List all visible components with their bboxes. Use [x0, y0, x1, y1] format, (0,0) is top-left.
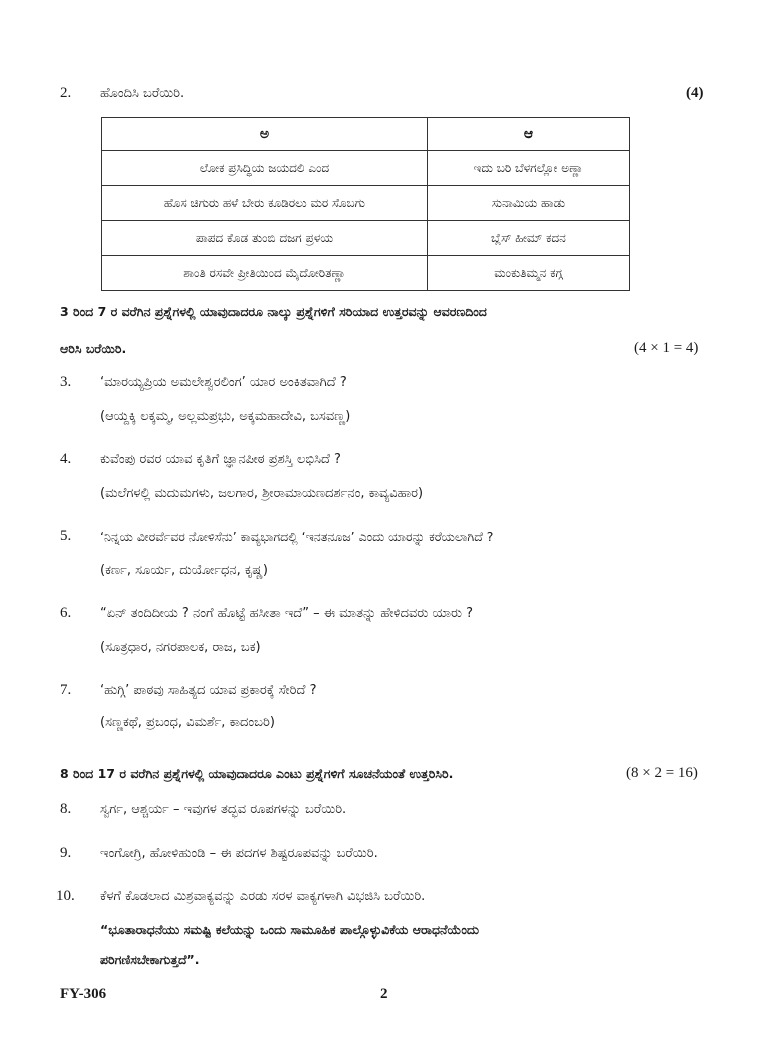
- question-number: 5.: [60, 528, 72, 544]
- question-number: 3.: [60, 374, 72, 390]
- table-cell: ಬ್ಲೆಸ್ ಹೀಮ್ ಕದನ: [427, 221, 629, 256]
- question-text: ‘ಮಾರಯ್ಯಪ್ರಿಯ ಅಮಲೇಶ್ವರಲಿಂಗ’ ಯಾರ ಅಂಕಿತವಾಗಿದೆ ?: [100, 375, 347, 390]
- question-options: (ಸಣ್ಣಕಥೆ, ಪ್ರಬಂಧ, ವಿಮರ್ಶೆ, ಕಾದಂಬರಿ): [100, 715, 275, 730]
- table-cell: ಮಂಕುತಿಮ್ಮನ ಕಗ್ಗ: [427, 256, 629, 291]
- question-number: 8.: [60, 801, 72, 817]
- question-text: ಇಂಗೋಗ್ರಿ, ಹೋಳಿಹುಂಡಿ – ಈ ಪದಗಳ ಶಿಷ್ಟರೂಪವನ್ನು ಬರೆಯಿರಿ.: [100, 846, 378, 861]
- section1-marks: (4 × 1 = 4): [634, 340, 699, 356]
- question-text: ‘ನಿನ್ನಯ ವೀರರ್ವೆವರ ನೋಳಿಸೆನು’ ಕಾವ್ಯಭಾಗದಲ್ಲಿ ‘ಇನತನೂಜ’ ಎಂದು ಯಾರನ್ನು ಕರೆಯಲಾಗಿದೆ ?: [100, 529, 494, 544]
- question-number: 7.: [60, 682, 72, 698]
- question-text: ಕುವೆಂಪು ರವರ ಯಾವ ಕೃತಿಗೆ ಜ್ಞಾನಪೀಠ ಪ್ರಶಸ್ತಿ ಲಭಿಸಿದೆ ?: [100, 452, 341, 467]
- table-cell: ಇದು ಬರಿ ಬೆಳಗಲ್ಲೋ ಅಣ್ಣಾ: [427, 151, 629, 186]
- table-row: [102, 256, 630, 291]
- question-options: (ಸೂತ್ರಧಾರ, ನಗರಪಾಲಕ, ರಾಜ, ಬಕ): [100, 640, 261, 655]
- q2-number: 2.: [60, 85, 72, 101]
- section1-instruction-line1: 3 ರಿಂದ 7 ರ ವರೆಗಿನ ಪ್ರಶ್ನೆಗಳಲ್ಲಿ ಯಾವುದಾದರೂ ನಾಲ್ಕು ಪ್ರಶ್ನೆಗಳಿಗೆ ಸರಿಯಾದ ಉತ್ತರವನ್ನು ಆವರಣದಿಂದ: [60, 304, 487, 319]
- question-number: 9.: [60, 845, 72, 861]
- table-cell: ಪಾಪದ ಕೊಡ ತುಂಬಿ ದಜಗ ಪ್ರಳಯ: [102, 221, 428, 256]
- table-cell: ಶಾಂತಿ ರಸವೇ ಪ್ರೀತಿಯಿಂದ ಮೈದೋರಿತಣ್ಣಾ: [102, 256, 428, 291]
- q10-quote-line1: “ಭೂತಾರಾಧನೆಯು ಸಮಷ್ಟಿ ಕಲೆಯನ್ನು ಒಂದು ಸಾಮೂಹಿಕ ಪಾಲ್ಗೊಳ್ಳುವಿಕೆಯ ಆರಾಧನೆಯೆಂದು: [100, 922, 479, 937]
- q2-text: ಹೊಂದಿಸಿ ಬರೆಯಿರಿ.: [100, 86, 185, 101]
- section2-marks: (8 × 2 = 16): [626, 765, 698, 781]
- question-number: 10.: [56, 888, 75, 904]
- question-options: (ಕರ್ಣ, ಸೂರ್ಯ, ದುರ್ಯೋಧನ, ಕೃಷ್ಣ): [100, 563, 269, 578]
- q10-quote-line2: ಪರಿಗಣಿಸಬೇಕಾಗುತ್ತದೆ”.: [100, 952, 200, 967]
- question-options: (ಆಯ್ದಕ್ಕಿ ಲಕ್ಕಮ್ಮ, ಅಲ್ಲಮಪ್ರಭು, ಅಕ್ಕಮಹಾದೇವಿ, ಬಸವಣ್ಣ): [100, 409, 351, 424]
- table-row: [102, 186, 630, 221]
- match-table: [101, 117, 630, 291]
- question-number: 4.: [60, 451, 72, 467]
- q2-marks: (4): [686, 85, 704, 101]
- question-options: (ಮಲೆಗಳಲ್ಲಿ ಮದುಮಗಳು, ಜಲಗಾರ, ಶ್ರೀರಾಮಾಯಣದರ್ಶನಂ, ಕಾವ್ಯವಿಹಾರ): [100, 486, 424, 501]
- section1-instruction-line2: ಆರಿಸಿ ಬರೆಯಿರಿ.: [60, 341, 127, 356]
- footer-code: FY-306: [60, 986, 107, 1002]
- table-row: [102, 151, 630, 186]
- table-cell: ಹೊಸ ಚಿಗುರು ಹಳೆ ಬೇರು ಕೂಡಿರಲು ಮರ ಸೊಬಗು: [102, 186, 428, 221]
- page-number: 2: [380, 986, 388, 1002]
- question-text: “ಏನ್ ತಂದಿದೀಯ ? ನಂಗೆ ಹೊಟ್ಟೆ ಹಸೀತಾ ಇದೆ” – ಈ ಮಾತನ್ನು ಹೇಳಿದವರು ಯಾರು ?: [100, 606, 474, 621]
- column-b-header: ಆ: [427, 118, 629, 151]
- table-row: [102, 221, 630, 256]
- table-header-row: [102, 118, 630, 151]
- section2-instruction: 8 ರಿಂದ 17 ರ ವರೆಗಿನ ಪ್ರಶ್ನೆಗಳಲ್ಲಿ ಯಾವುದಾದರೂ ಎಂಟು ಪ್ರಶ್ನೆಗಳಿಗೆ ಸೂಚನೆಯಂತೆ ಉತ್ತರಿಸಿರಿ.: [60, 766, 454, 781]
- table-cell: ಸುನಾಮಿಯ ಹಾಡು: [427, 186, 629, 221]
- question-text: ‘ಹುಗ್ಗಿ’ ಪಾಠವು ಸಾಹಿತ್ಯದ ಯಾವ ಪ್ರಕಾರಕ್ಕೆ ಸೇರಿದೆ ?: [100, 683, 317, 698]
- question-number: 6.: [60, 605, 72, 621]
- column-a-header: ಅ: [102, 118, 428, 151]
- table-cell: ಲೋಕ ಪ್ರಸಿದ್ಧಿಯ ಜಯದಲಿ ಎಂದ: [102, 151, 428, 186]
- question-text: ಕೆಳಗೆ ಕೊಡಲಾದ ಮಿಶ್ರವಾಕ್ಯವನ್ನು ಎರಡು ಸರಳ ವಾಕ್ಯಗಳಾಗಿ ವಿಭಜಿಸಿ ಬರೆಯಿರಿ.: [100, 889, 426, 904]
- question-text: ಸ್ವರ್ಗ, ಆಶ್ಚರ್ಯ – ಇವುಗಳ ತದ್ಭವ ರೂಪಗಳನ್ನು ಬರೆಯಿರಿ.: [100, 802, 347, 817]
